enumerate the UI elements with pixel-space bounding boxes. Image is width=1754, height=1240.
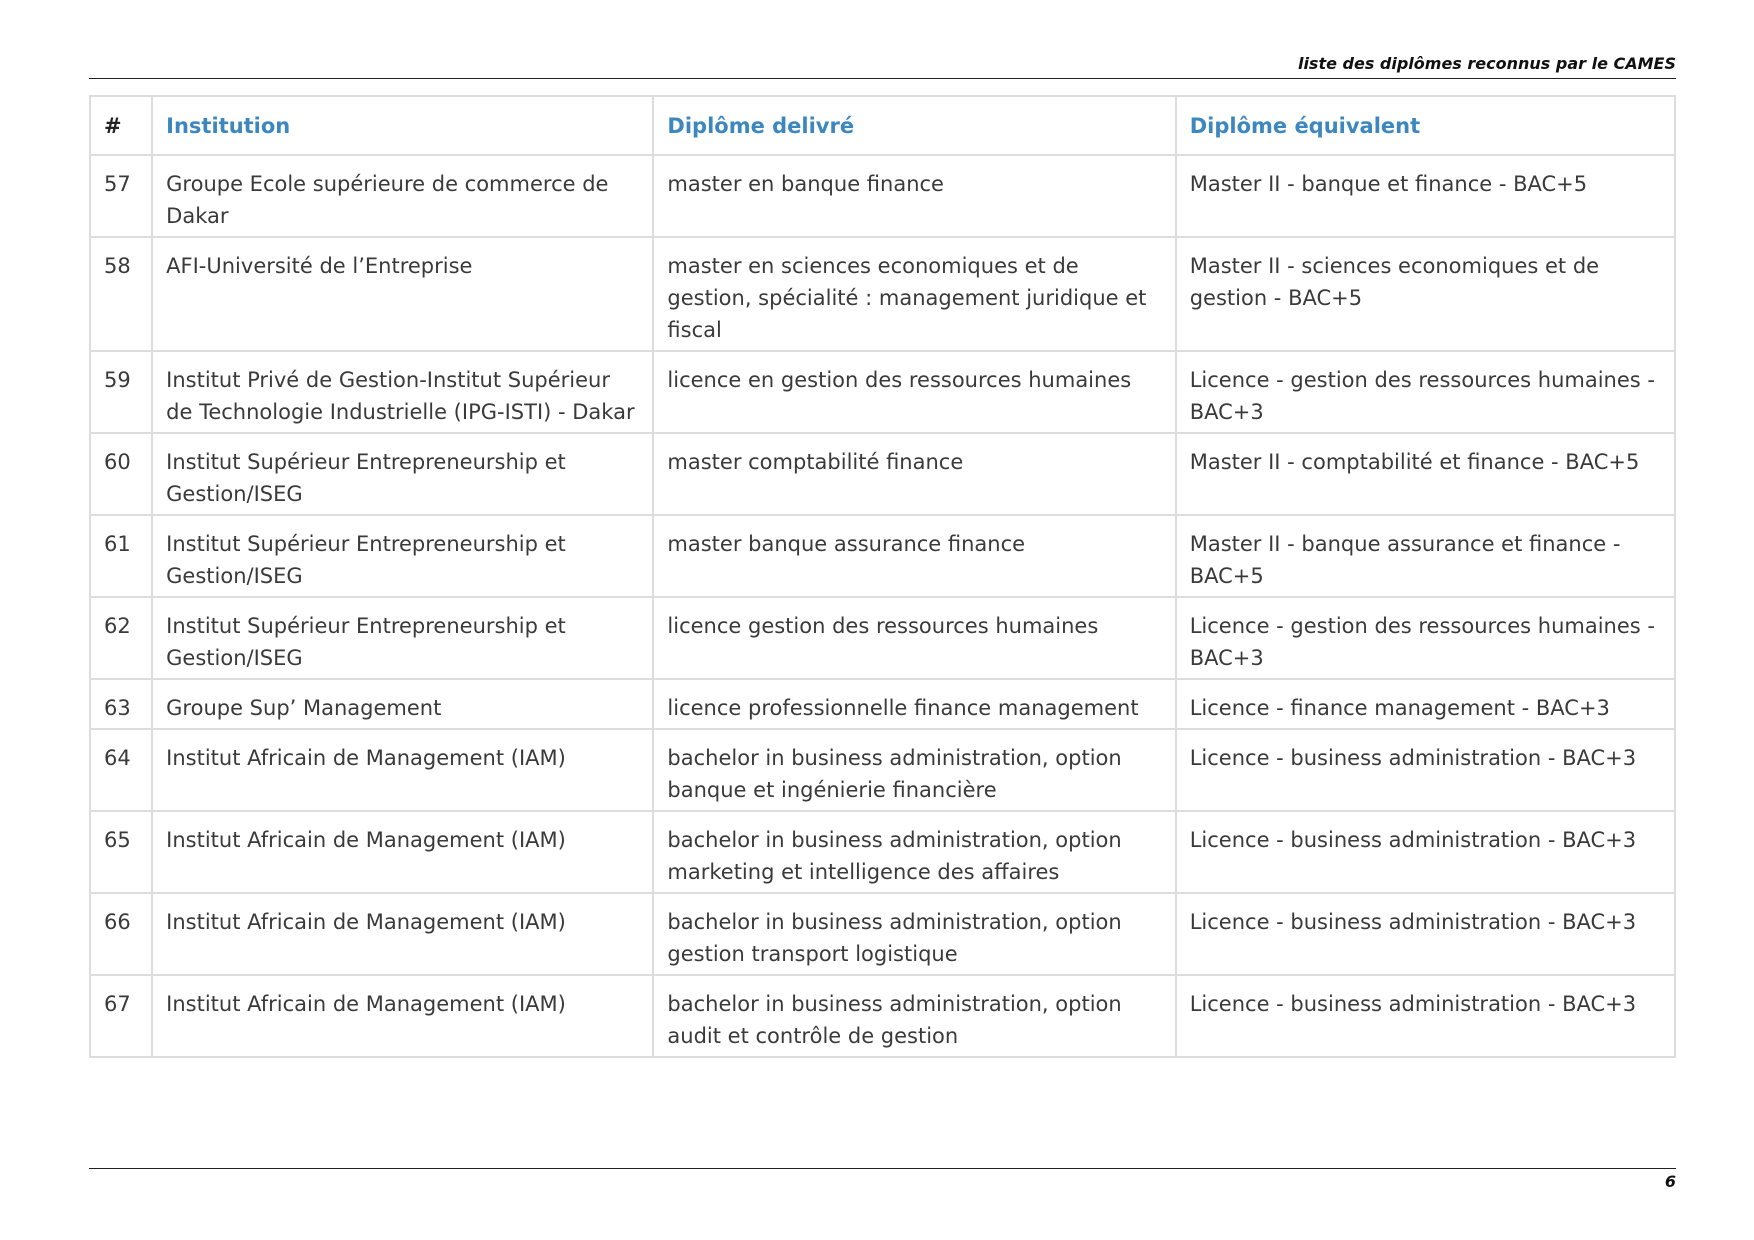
cell-institution: Institut Africain de Management (IAM)	[152, 975, 653, 1057]
table-row	[90, 155, 1675, 237]
column-header-number: #	[90, 96, 152, 155]
table-row	[90, 975, 1675, 1057]
cell-number: 64	[90, 729, 152, 811]
cell-diplome: master en sciences economiques et de gestion, spécialité : management juridique et fiscal	[653, 237, 1175, 351]
page-number: 6	[1664, 1172, 1676, 1191]
page-header	[89, 54, 1676, 79]
cell-equivalent: Master II - banque assurance et finance - BAC+5	[1176, 515, 1675, 597]
cell-institution: Institut Supérieur Entrepreneurship et Gestion/ISEG	[152, 515, 653, 597]
table-row	[90, 679, 1675, 729]
cell-equivalent: Master II - banque et finance - BAC+5	[1176, 155, 1675, 237]
cell-equivalent: Licence - gestion des ressources humaines - BAC+3	[1176, 351, 1675, 433]
cell-equivalent: Master II - sciences economiques et de gestion - BAC+5	[1176, 237, 1675, 351]
cell-institution: Groupe Ecole supérieure de commerce de Dakar	[152, 155, 653, 237]
cell-diplome: licence professionnelle finance management	[653, 679, 1175, 729]
cell-diplome: bachelor in business administration, option banque et ingénierie financière	[653, 729, 1175, 811]
cell-number: 58	[90, 237, 152, 351]
table-row	[90, 237, 1675, 351]
table-row	[90, 351, 1675, 433]
cell-number: 67	[90, 975, 152, 1057]
cell-diplome: master comptabilité finance	[653, 433, 1175, 515]
column-header-diplome: Diplôme delivré	[653, 96, 1175, 155]
diploma-table	[89, 95, 1676, 1058]
cell-diplome: bachelor in business administration, option gestion transport logistique	[653, 893, 1175, 975]
table-row	[90, 433, 1675, 515]
cell-institution: Institut Africain de Management (IAM)	[152, 811, 653, 893]
cell-diplome: bachelor in business administration, option marketing et intelligence des affaires	[653, 811, 1175, 893]
cell-diplome: licence gestion des ressources humaines	[653, 597, 1175, 679]
table-row	[90, 893, 1675, 975]
table-header-row	[90, 96, 1675, 155]
cell-number: 65	[90, 811, 152, 893]
cell-number: 63	[90, 679, 152, 729]
cell-number: 61	[90, 515, 152, 597]
cell-equivalent: Licence - business administration - BAC+3	[1176, 729, 1675, 811]
cell-institution: Institut Africain de Management (IAM)	[152, 893, 653, 975]
cell-equivalent: Licence - finance management - BAC+3	[1176, 679, 1675, 729]
page-footer	[89, 1168, 1676, 1191]
cell-equivalent: Licence - business administration - BAC+3	[1176, 811, 1675, 893]
cell-diplome: licence en gestion des ressources humaines	[653, 351, 1175, 433]
cell-number: 62	[90, 597, 152, 679]
column-header-institution: Institution	[152, 96, 653, 155]
cell-institution: Institut Privé de Gestion-Institut Supérieur de Technologie Industrielle (IPG-ISTI) - Dakar	[152, 351, 653, 433]
cell-institution: Groupe Sup’ Management	[152, 679, 653, 729]
cell-equivalent: Licence - business administration - BAC+3	[1176, 975, 1675, 1057]
table-row	[90, 515, 1675, 597]
cell-diplome: bachelor in business administration, option audit et contrôle de gestion	[653, 975, 1175, 1057]
cell-institution: AFI-Université de l’Entreprise	[152, 237, 653, 351]
table-row	[90, 597, 1675, 679]
cell-diplome: master en banque finance	[653, 155, 1175, 237]
cell-number: 57	[90, 155, 152, 237]
cell-equivalent: Master II - comptabilité et finance - BAC+5	[1176, 433, 1675, 515]
table-row	[90, 811, 1675, 893]
cell-number: 60	[90, 433, 152, 515]
cell-equivalent: Licence - business administration - BAC+3	[1176, 893, 1675, 975]
document-title: liste des diplômes reconnus par le CAMES	[1297, 54, 1676, 73]
column-header-equivalent: Diplôme équivalent	[1176, 96, 1675, 155]
table-row	[90, 729, 1675, 811]
cell-diplome: master banque assurance finance	[653, 515, 1175, 597]
cell-institution: Institut Africain de Management (IAM)	[152, 729, 653, 811]
cell-number: 66	[90, 893, 152, 975]
cell-number: 59	[90, 351, 152, 433]
cell-institution: Institut Supérieur Entrepreneurship et Gestion/ISEG	[152, 597, 653, 679]
cell-institution: Institut Supérieur Entrepreneurship et Gestion/ISEG	[152, 433, 653, 515]
cell-equivalent: Licence - gestion des ressources humaines - BAC+3	[1176, 597, 1675, 679]
